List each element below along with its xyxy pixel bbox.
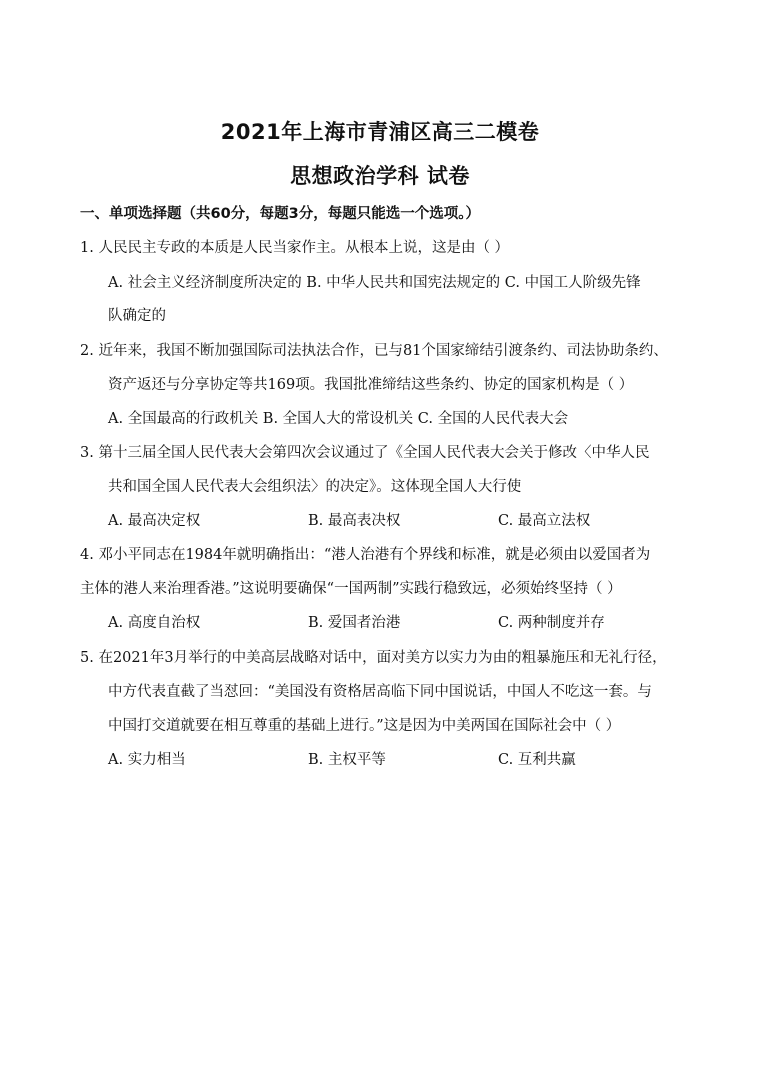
question-2-line-2: 资产返还与分享协定等共169项。我国批准缔结这些条约、协定的国家机构是（ ） <box>108 377 634 393</box>
question-5-line-2: 中方代表直截了当怼回：“美国没有资格居高临下同中国说话，中国人不吃这一套。与 <box>108 684 652 700</box>
question-1-options-line-2: 队确定的 <box>108 308 166 324</box>
question-3-option-a: A. 最高决定权 <box>108 513 201 529</box>
question-5-line-1: 5. 在2021年3月举行的中美高层战略对话中，面对美方以实力为由的粗暴施压和无礼行径， <box>80 650 667 666</box>
question-1-options-line-1: A. 社会主义经济制度所决定的 B. 中华人民共和国宪法规定的 C. 中国工人阶级先锋 <box>108 275 641 291</box>
question-3-line-1: 3. 第十三届全国人民代表大会第四次会议通过了《全国人民代表大会关于修改〈中华人民 <box>80 445 650 461</box>
section-heading: 一、单项选择题（共60分，每题3分，每题只能选一个选项。） <box>80 206 481 222</box>
question-4-option-c: C. 两种制度并存 <box>498 615 605 631</box>
question-3-option-b: B. 最高表决权 <box>308 513 401 529</box>
question-3-line-2: 共和国全国人民代表大会组织法〉的决定》。这体现全国人大行使 <box>108 479 522 495</box>
question-5-option-b: B. 主权平等 <box>308 752 386 768</box>
question-2-line-1: 2. 近年来，我国不断加强国际司法执法合作，已与81个国家缔结引渡条约、司法协助条约、 <box>80 343 668 359</box>
question-3-option-c: C. 最高立法权 <box>498 513 591 529</box>
question-4-line-2: 主体的港人来治理香港。”这说明要确保“一国两制”实践行稳致远，必须始终坚持（ ） <box>80 581 622 597</box>
exam-title: 2021年上海市青浦区高三二模卷 <box>220 120 540 144</box>
question-5-option-c: C. 互利共赢 <box>498 752 576 768</box>
question-1-line-1: 1. 人民民主专政的本质是人民当家作主。从根本上说，这是由（ ） <box>80 240 510 256</box>
exam-subtitle: 思想政治学科 试卷 <box>290 164 470 188</box>
question-4-option-a: A. 高度自治权 <box>108 615 201 631</box>
question-4-line-1: 4. 邓小平同志在1984年就明确指出：“港人治港有个界线和标准，就是必须由以爱国者为 <box>80 547 651 563</box>
question-4-option-b: B. 爱国者治港 <box>308 615 401 631</box>
question-5-option-a: A. 实力相当 <box>108 752 186 768</box>
question-2-options-line-1: A. 全国最高的行政机关 B. 全国人大的常设机关 C. 全国的人民代表大会 <box>108 411 569 427</box>
question-5-line-3: 中国打交道就要在相互尊重的基础上进行。”这是因为中美两国在国际社会中（ ） <box>108 718 621 734</box>
